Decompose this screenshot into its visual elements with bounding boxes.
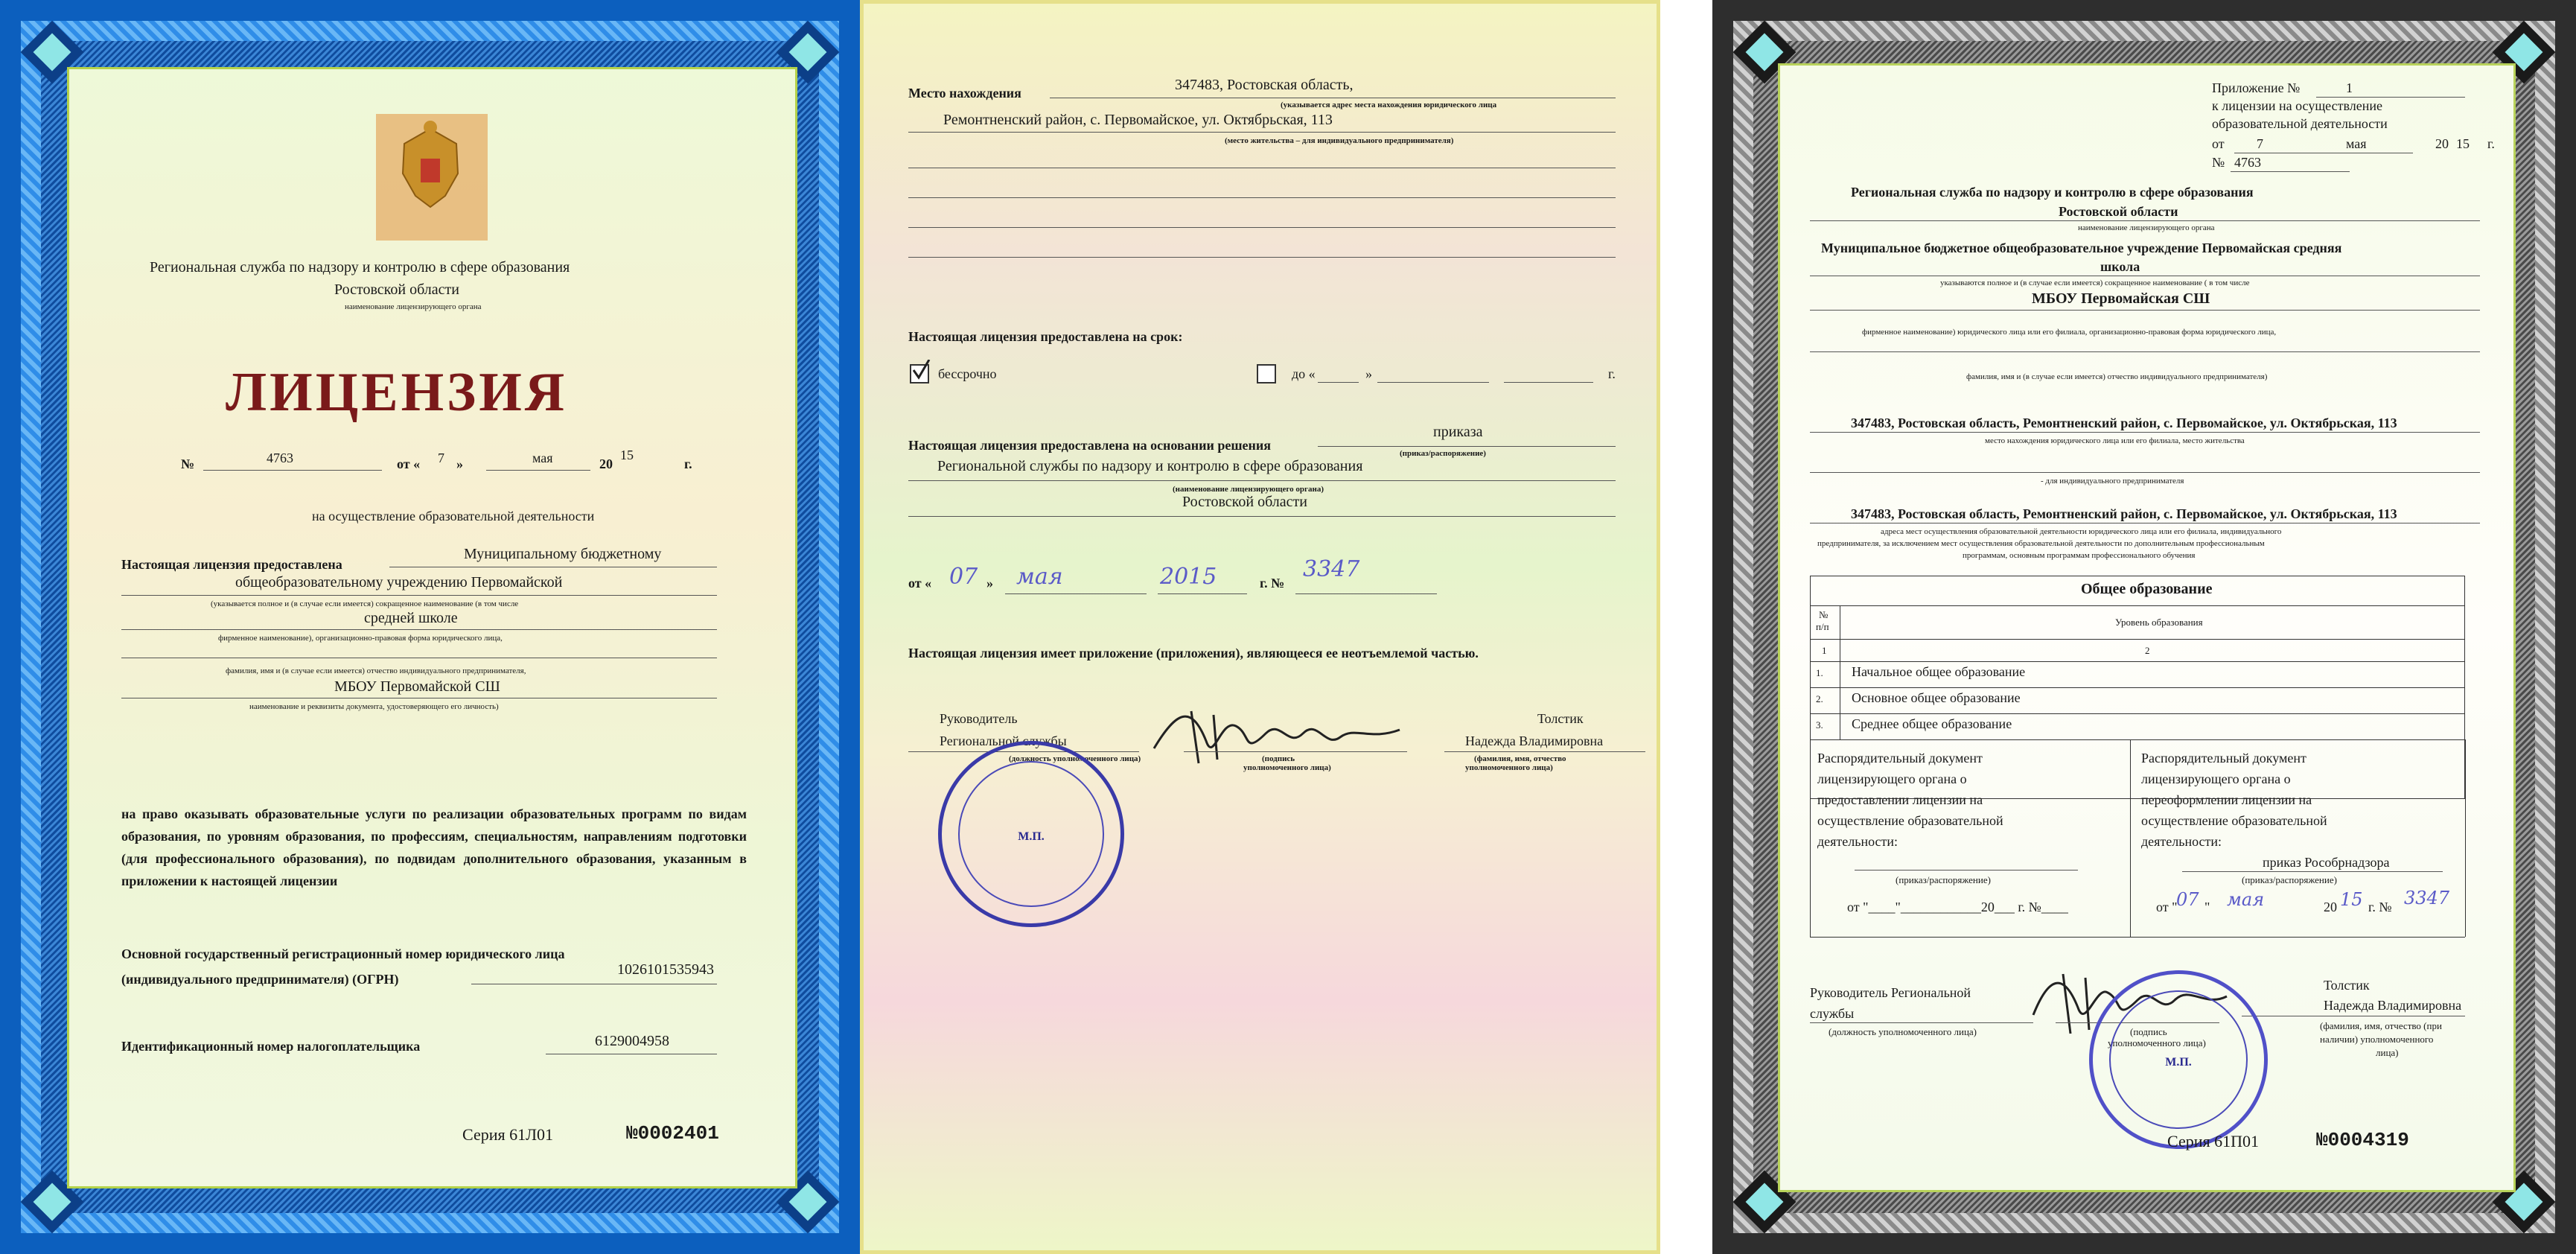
appendix-text-1: к лицензии на осуществление <box>2212 98 2382 113</box>
appendix-serial-number: №0004319 <box>2316 1129 2409 1151</box>
org-name-line1: Муниципальному бюджетному <box>464 546 662 562</box>
authority-caption: наименование лицензирующего органа <box>345 302 482 311</box>
head-caption: (должность уполномоченного лица) <box>1009 754 1141 763</box>
appendix-number: 1 <box>2346 80 2353 95</box>
indefinite-checkbox[interactable] <box>910 364 929 383</box>
basis-org-line1: Региональной службы по надзору и контролю в сфере образования <box>937 458 1363 474</box>
table-row-level: Основное общее образование <box>1852 690 2021 705</box>
appendix-head-label-1: Руководитель Региональной <box>1810 985 1971 1000</box>
col-number-2: п/п <box>1816 621 1829 632</box>
granted-label: Настоящая лицензия предоставлена <box>121 557 342 572</box>
address-line1: 347483, Ростовская область, <box>1175 77 1354 93</box>
right-doc-mid: " <box>2204 900 2210 914</box>
head-label-1: Руководитель <box>940 711 1018 726</box>
right-doc-line4: осуществление образовательной <box>2141 813 2327 828</box>
right-doc-no-label: г. № <box>2368 900 2392 914</box>
appendix-head-surname: Толстик <box>2324 978 2370 993</box>
basis-org-line2: Ростовской области <box>1182 494 1307 510</box>
left-doc-caption: (приказ/распоряжение) <box>1896 874 1991 885</box>
appendix-org-caption-1: указываются полное и (в случае если имеется) сокращенное наименование ( в том числе <box>1940 279 2250 287</box>
license-day: 7 <box>438 451 444 465</box>
right-doc-year-prefix: 20 <box>2324 900 2337 914</box>
basis-label: Настоящая лицензия предоставлена на основании решения <box>908 438 1271 453</box>
address-line2: Ремонтненский район, с. Первомайское, ул. Октябрьская, 113 <box>943 112 1333 128</box>
table-row-number: 1. <box>1816 667 1823 678</box>
org-name-line2: общеобразовательному учреждению Первомайской <box>235 574 563 591</box>
table-row-number: 2. <box>1816 693 1823 704</box>
official-stamp <box>938 741 1124 927</box>
col-index-2: 2 <box>2145 645 2150 656</box>
right-doc-month: мая <box>2227 889 2265 910</box>
ogrn-label-1: Основной государственный регистрационный номер юридического лица <box>121 946 565 961</box>
check-icon <box>911 360 931 382</box>
order-year: 2015 <box>1160 564 1217 590</box>
col-index-1: 1 <box>1822 645 1827 656</box>
official-stamp <box>2089 970 2268 1149</box>
license-month: мая <box>532 451 553 465</box>
location-label: Место нахождения <box>908 86 1021 101</box>
left-doc-line2: лицензирующего органа о <box>1817 771 1967 786</box>
license-reverse <box>860 0 1660 1254</box>
right-doc-caption: (приказ/распоряжение) <box>2242 874 2337 885</box>
series: Серия 61Л01 <box>462 1125 554 1144</box>
right-doc-order: приказ Рособрнадзора <box>2263 855 2390 870</box>
ogrn-value: 1026101535943 <box>617 961 714 978</box>
date-prefix: от « <box>397 456 421 471</box>
appendix-address-caption-2a: адреса мест осуществления образовательной деятельности юридического лица или его филиала, индивидуального <box>1881 527 2282 536</box>
org-caption-3: фамилия, имя и (в случае если имеется) отчество индивидуального предпринимателя, <box>226 666 526 675</box>
head-name: Надежда Владимировна <box>1465 733 1604 748</box>
appendix-head-caption: (должность уполномоченного лица) <box>1829 1026 1977 1037</box>
right-doc-order-number: 3347 <box>2404 888 2450 908</box>
right-doc-line3: переоформлении лицензии на <box>2141 792 2312 807</box>
order-month: мая <box>1016 564 1063 590</box>
appendix-head-name: Надежда Владимировна <box>2324 998 2462 1013</box>
left-doc-line4: осуществление образовательной <box>1817 813 2003 828</box>
license-number: 4763 <box>267 451 293 465</box>
org-caption-1: (указывается полное и (в случае если имеется) сокращенное наименование (в том числе <box>211 599 519 608</box>
table-row-level: Среднее общее образование <box>1852 716 2012 731</box>
org-caption-4: наименование и реквизиты документа, удостоверяющего его личность) <box>249 702 499 711</box>
term-year-label: г. <box>1608 366 1616 381</box>
right-doc-from: от " <box>2156 900 2178 914</box>
appendix-address-2: 347483, Ростовская область, Ремонтненский район, с. Первомайское, ул. Октябрьская, 113 <box>1851 506 2397 521</box>
appendix-sign-caption-2: уполномоченного лица) <box>2108 1037 2206 1048</box>
appendix-org-short: МБОУ Первомайская СШ <box>2032 290 2210 307</box>
year-suffix: 15 <box>620 448 634 462</box>
license-front <box>0 0 860 1254</box>
appendix-authority-1: Региональная служба по надзору и контролю в сфере образования <box>1851 185 2254 200</box>
table-row-number: 3. <box>1816 719 1823 731</box>
appendix-paper <box>1778 63 2516 1192</box>
name-caption-2: уполномоченного лица) <box>1465 763 1553 772</box>
appendix-year-label: г. <box>2487 136 2495 151</box>
sign-caption-1: (подпись <box>1262 754 1295 763</box>
right-doc-line2: лицензирующего органа о <box>2141 771 2291 786</box>
appendix-name-caption-2: наличии) уполномоченного <box>2320 1034 2434 1045</box>
appendix-authority-caption: наименование лицензирующего органа <box>2078 223 2215 232</box>
stamp-mp: М.П. <box>1018 830 1045 844</box>
activity-text: на осуществление образовательной деятельности <box>312 509 595 523</box>
appendix-org-name-2: школа <box>2100 259 2140 274</box>
org-caption-2: фирменное наименование), организационно-правовая форма юридического лица, <box>218 634 503 643</box>
appendix-name-caption-1: (фамилия, имя, отчество (при <box>2320 1020 2442 1031</box>
term-until: до « <box>1292 366 1316 381</box>
license-appendix <box>1712 0 2576 1254</box>
appendix-note: Настоящая лицензия имеет приложение (приложения), являющееся ее неотъемлемой частью. <box>908 646 1479 661</box>
appendix-year-prefix: 20 <box>2435 136 2449 151</box>
term-until-mid: » <box>1365 366 1372 381</box>
table-title: Общее образование <box>2081 581 2213 597</box>
year-prefix: 20 <box>599 456 613 471</box>
appendix-org-name-1: Муниципальное бюджетное общеобразовательное учреждение Первомайская средняя <box>1821 241 2342 255</box>
until-checkbox[interactable] <box>1257 364 1276 383</box>
appendix-address-caption-2c: программам, основным программам профессионального обучения <box>1963 551 2196 560</box>
right-doc-day: 07 <box>2176 889 2199 910</box>
term-indefinite: бессрочно <box>938 366 997 381</box>
rights-text: на право оказывать образовательные услуги по реализации образовательных программ по видам образования, по уровням образования, по профессиям, специальностям, направлениям подготовки (для профессионального образования), по подвидам дополнительного образования, указанным в приложении к настоящей лицензии <box>121 806 747 888</box>
number-label: № <box>181 456 195 471</box>
appendix-name-caption-3: лица) <box>2376 1047 2399 1058</box>
head-label-2: Региональной службы <box>940 733 1067 748</box>
left-doc-line5: деятельности: <box>1817 834 1898 849</box>
order-day: 07 <box>949 564 978 590</box>
inn-label: Идентификационный номер налогоплательщика <box>121 1039 421 1054</box>
left-doc-line1: Распорядительный документ <box>1817 751 1983 766</box>
address-caption-2: (место жительства – для индивидуального предпринимателя) <box>1225 136 1454 145</box>
coat-of-arms-icon <box>382 114 479 218</box>
appendix-org-caption-3: фамилия, имя и (в случае если имеется) отчество индивидуального предпринимателя) <box>1966 372 2268 381</box>
right-doc-line1: Распорядительный документ <box>2141 751 2306 766</box>
date-day-close: » <box>456 456 463 471</box>
ogrn-label-2: (индивидуального предпринимателя) (ОГРН) <box>121 972 399 987</box>
basis-type: приказа <box>1433 424 1483 440</box>
appendix-series: Серия 61П01 <box>2167 1132 2259 1150</box>
appendix-month: мая <box>2346 136 2367 151</box>
appendix-doc-number: 4763 <box>2234 155 2261 170</box>
appendix-address-caption-1b: - для индивидуального предпринимателя <box>2041 477 2184 486</box>
inn-value: 6129004958 <box>595 1033 669 1049</box>
appendix-num-label: № <box>2212 155 2225 170</box>
org-name-line3: средней школе <box>364 610 458 626</box>
order-day-close: » <box>986 576 993 591</box>
basis-caption-2: (наименование лицензирующего органа) <box>1173 485 1324 494</box>
table-row-level: Начальное общее образование <box>1852 664 2026 679</box>
license-title: ЛИЦЕНЗИЯ <box>226 362 568 423</box>
appendix-day: 7 <box>2257 136 2263 151</box>
order-date-prefix: от « <box>908 576 932 591</box>
sign-caption-2: уполномоченного лица) <box>1243 763 1331 772</box>
appendix-year-suffix: 15 <box>2456 136 2470 151</box>
appendix-org-caption-2: фирменное наименование) юридического лица или его филиала, организационно-правовая форма юридического лица, <box>1862 328 2277 337</box>
address-caption-1: (указывается адрес места нахождения юридического лица <box>1281 101 1497 109</box>
authority-region: Ростовской области <box>334 281 459 298</box>
appendix-address-caption-1: место нахождения юридического лица или его филиала, место жительства <box>1985 436 2245 445</box>
order-number: 3347 <box>1303 556 1360 582</box>
left-doc-date: от "____"____________20___ г. №____ <box>1847 900 2068 914</box>
name-caption-1: (фамилия, имя, отчество <box>1474 754 1566 763</box>
head-surname: Толстик <box>1537 711 1584 726</box>
appendix-sign-caption-1: (подпись <box>2130 1026 2167 1037</box>
appendix-head-label-2: службы <box>1810 1006 1855 1021</box>
license-paper <box>67 67 797 1188</box>
order-number-label: г. № <box>1260 576 1285 591</box>
appendix-from: от <box>2212 136 2225 151</box>
col-level: Уровень образования <box>2115 617 2203 628</box>
right-doc-year: 15 <box>2340 889 2363 910</box>
year-label: г. <box>684 456 692 471</box>
appendix-address-caption-2b: предпринимателя, за исключением мест осуществления образовательной деятельности по дополнительным профессиональным <box>1817 539 2265 548</box>
appendix-authority-2: Ростовской области <box>2059 204 2178 219</box>
serial-number: №0002401 <box>626 1122 719 1145</box>
org-short-name: МБОУ Первомайской СШ <box>334 678 500 695</box>
right-doc-line5: деятельности: <box>2141 834 2222 849</box>
stamp-mp: М.П. <box>2165 1056 2192 1069</box>
appendix-label: Приложение № <box>2212 80 2301 95</box>
basis-caption-1: (приказ/распоряжение) <box>1400 449 1486 458</box>
appendix-address-1: 347483, Ростовская область, Ремонтненский район, с. Первомайское, ул. Октябрьская, 113 <box>1851 416 2397 430</box>
appendix-text-2: образовательной деятельности <box>2212 116 2388 131</box>
authority-name: Региональная служба по надзору и контролю в сфере образования <box>150 259 570 276</box>
col-number: № <box>1819 609 1829 620</box>
left-doc-line3: предоставлении лицензии на <box>1817 792 1983 807</box>
term-label: Настоящая лицензия предоставлена на срок: <box>908 329 1183 344</box>
